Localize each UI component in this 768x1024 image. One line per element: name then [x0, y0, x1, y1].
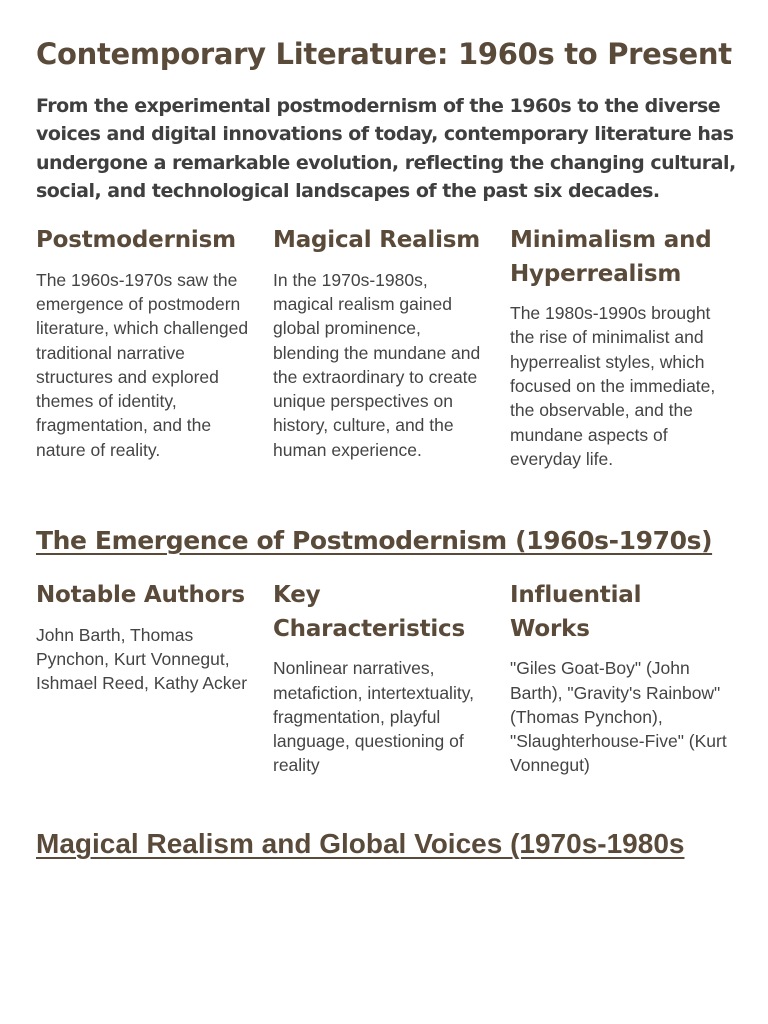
column-text: John Barth, Thomas Pynchon, Kurt Vonnegut, Ishmael Reed, Kathy Acker — [36, 624, 248, 694]
postmodernism-columns — [36, 579, 736, 777]
page-title: Contemporary Literature: 1960s to Present — [36, 37, 732, 71]
column-text: Nonlinear narratives, metafiction, intertextuality, fragmentation, playful language, questioning of reality — [273, 658, 475, 776]
column-heading: Notable Authors — [36, 582, 245, 609]
column-heading: Influential Works — [510, 582, 642, 642]
intro-paragraph: From the experimental postmodernism of the 1960s to the diverse voices and digital innovations of today, contemporary literature has undergone a remarkable evolution, reflecting the changing cultural, social, and technological landscapes of the past six decades. — [36, 95, 736, 202]
column-text: "Giles Goat-Boy" (John Barth), "Gravity's Rainbow" (Thomas Pynchon), "Slaughterhouse-Five" (Kurt Vonnegut) — [510, 658, 727, 776]
column-heading: Key Characteristics — [273, 582, 465, 642]
postmodernism-section-heading[interactable]: The Emergence of Postmodernism (1960s-1970s) — [36, 526, 713, 556]
overview-column-magical-realism — [273, 224, 491, 471]
overview-text: The 1980s-1990s brought the rise of minimalist and hyperrealist styles, which focused on the immediate, the observable, and the mundane aspects of everyday life. — [510, 303, 716, 469]
influential-works-column — [510, 579, 728, 777]
overview-columns — [36, 224, 736, 471]
overview-heading: Minimalism and Hyperrealism — [510, 227, 712, 287]
overview-heading: Postmodernism — [36, 227, 236, 254]
overview-text: The 1960s-1970s saw the emergence of postmodern literature, which challenged traditional narrative structures and explored themes of identity, fragmentation, and the nature of reality. — [36, 269, 249, 460]
overview-text: In the 1970s-1980s, magical realism gained global prominence, blending the mundane and the extraordinary to create unique perspectives on history, culture, and the human experience. — [273, 269, 481, 460]
overview-heading: Magical Realism — [273, 227, 481, 254]
key-characteristics-column — [273, 579, 491, 777]
magical-realism-section-heading[interactable]: Magical Realism and Global Voices (1970s-1980s — [36, 827, 685, 859]
overview-column-minimalism — [510, 224, 728, 471]
document-page — [36, 34, 736, 862]
overview-column-postmodernism — [36, 224, 254, 471]
notable-authors-column — [36, 579, 254, 777]
